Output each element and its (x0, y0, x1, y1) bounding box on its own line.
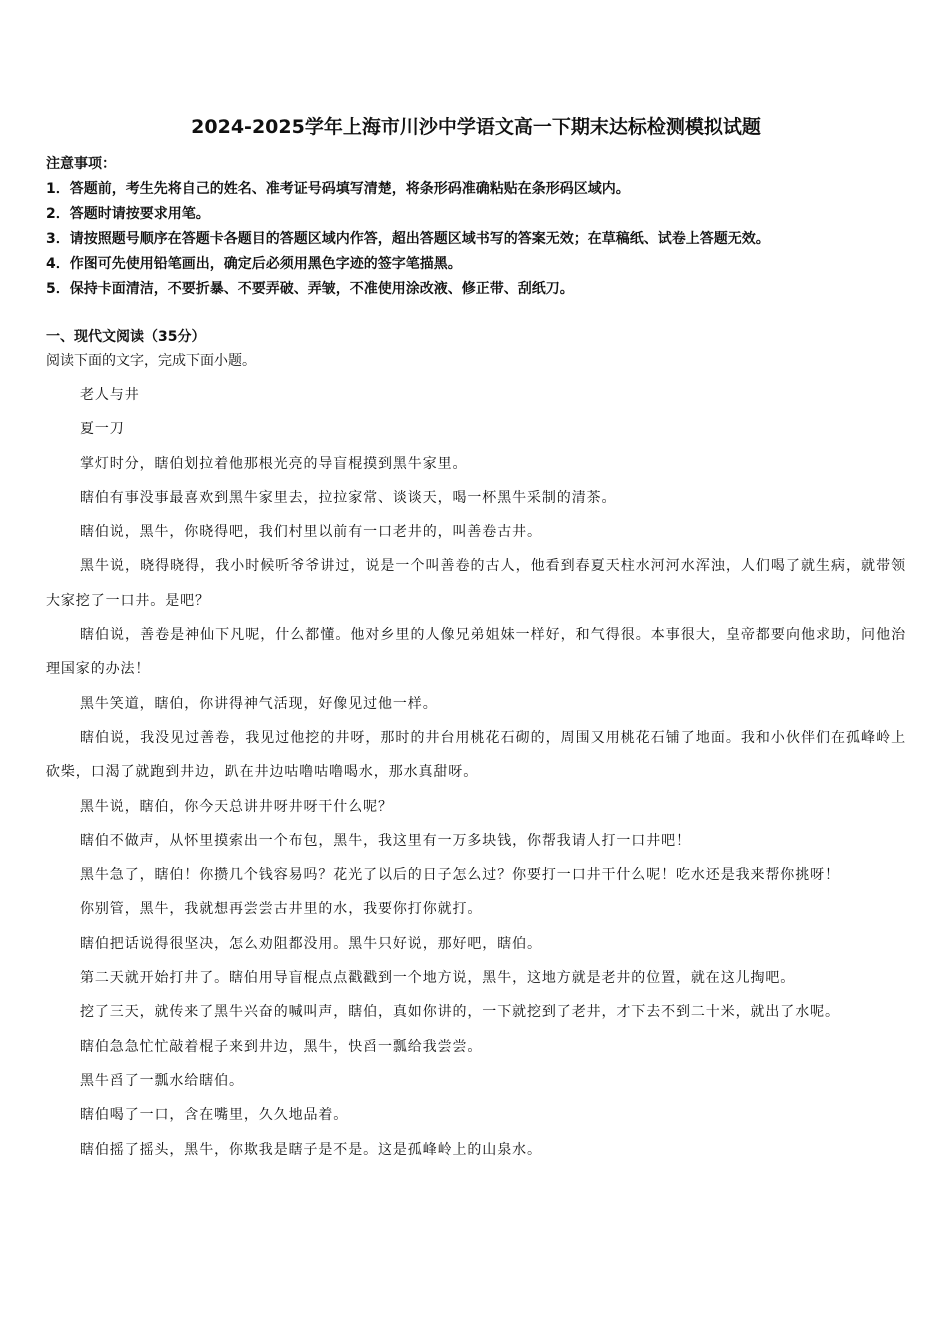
reading-passage (46, 378, 906, 1167)
article-paragraph: 黑牛说，晓得晓得，我小时候听爷爷讲过，说是一个叫善卷的古人，他看到春夏天柱水河河水浑浊，人们喝了就生病，就带领大家挖了一口井。是吧？ (46, 558, 906, 609)
exam-title: 2024-2025学年上海市川沙中学语文高一下期末达标检测模拟试题 (191, 116, 761, 138)
article-paragraph: 瞎伯说，我没见过善卷，我见过他挖的井呀，那时的井台用桃花石砌的，周围又用桃花石铺了地面。我和小伙伴们在孤峰岭上砍柴，口渴了就跑到井边，趴在井边咕噜咕噜喝水，那水真甜呀。 (46, 729, 906, 781)
article-title: 老人与井 (80, 387, 140, 403)
article-paragraph: 黑牛急了，瞎伯！你攒几个钱容易吗？花光了以后的日子怎么过？你要打一口井干什么呢！吃水还是我来帮你挑呀！ (80, 867, 840, 884)
article-paragraph: 黑牛笑道，瞎伯，你讲得神气活现，好像见过他一样。 (80, 695, 438, 712)
document-page (46, 0, 906, 1344)
notice-item: 4．作图可先使用铅笔画出，确定后必须用黑色字迹的签字笔描黑。 (46, 256, 462, 272)
article-paragraph: 黑牛说，瞎伯，你今天总讲井呀井呀干什么呢？ (80, 798, 393, 815)
article-paragraph: 挖了三天，就传来了黑牛兴奋的喊叫声，瞎伯，真如你讲的，一下就挖到了老井，才下去不到二十米，就出了水呢。 (80, 1004, 840, 1021)
section-instruction: 阅读下面的文字，完成下面小题。 (46, 353, 256, 369)
section-heading: 一、现代文阅读（35分） (46, 329, 206, 345)
notice-block (46, 152, 906, 302)
article-paragraph: 第二天就开始打井了。瞎伯用导盲棍点点戳戳到一个地方说，黑牛，这地方就是老井的位置，就在这儿掏吧。 (80, 970, 796, 987)
article-paragraph: 瞎伯把话说得很坚决，怎么劝阻都没用。黑牛只好说，那好吧，瞎伯。 (80, 935, 542, 952)
article-paragraph: 瞎伯有事没事最喜欢到黑牛家里去，拉拉家常、谈谈天，喝一杯黑牛采制的清茶。 (80, 489, 617, 506)
article-paragraph: 掌灯时分，瞎伯划拉着他那根光亮的导盲棍摸到黑牛家里。 (80, 455, 468, 472)
notice-heading: 注意事项： (46, 156, 116, 172)
article-paragraph: 瞎伯喝了一口，含在嘴里，久久地品着。 (80, 1107, 349, 1124)
article-paragraph: 瞎伯说，黑牛，你晓得吧，我们村里以前有一口老井的，叫善卷古井。 (80, 524, 542, 541)
article-author: 夏一刀 (80, 421, 125, 438)
article-paragraph: 黑牛舀了一瓢水给瞎伯。 (80, 1072, 244, 1089)
notice-item: 5．保持卡面清洁，不要折暴、不要弄破、弄皱，不准使用涂改液、修正带、刮纸刀。 (46, 281, 574, 297)
article-paragraph: 瞎伯说，善卷是神仙下凡呢，什么都懂。他对乡里的人像兄弟姐妹一样好，和气得很。本事很大，皇帝都要向他求助，问他治理国家的办法！ (46, 627, 906, 678)
notice-item: 2．答题时请按要求用笔。 (46, 206, 210, 222)
article-paragraph: 瞎伯不做声，从怀里摸索出一个布包，黑牛，我这里有一万多块钱，你帮我请人打一口井吧！ (80, 832, 691, 849)
notice-item: 3．请按照题号顺序在答题卡各题目的答题区域内作答，超出答题区域书写的答案无效；在草稿纸、试卷上答题无效。 (46, 231, 770, 247)
notice-item: 1．答题前，考生先将自己的姓名、准考证号码填写清楚，将条形码准确粘贴在条形码区域内。 (46, 181, 630, 197)
article-paragraph: 瞎伯急急忙忙敲着棍子来到井边，黑牛，快舀一瓢给我尝尝。 (80, 1038, 483, 1055)
article-paragraph: 你别管，黑牛，我就想再尝尝古井里的水，我要你打你就打。 (80, 901, 483, 918)
article-paragraph: 瞎伯摇了摇头，黑牛，你欺我是瞎子是不是。这是孤峰岭上的山泉水。 (80, 1141, 542, 1158)
